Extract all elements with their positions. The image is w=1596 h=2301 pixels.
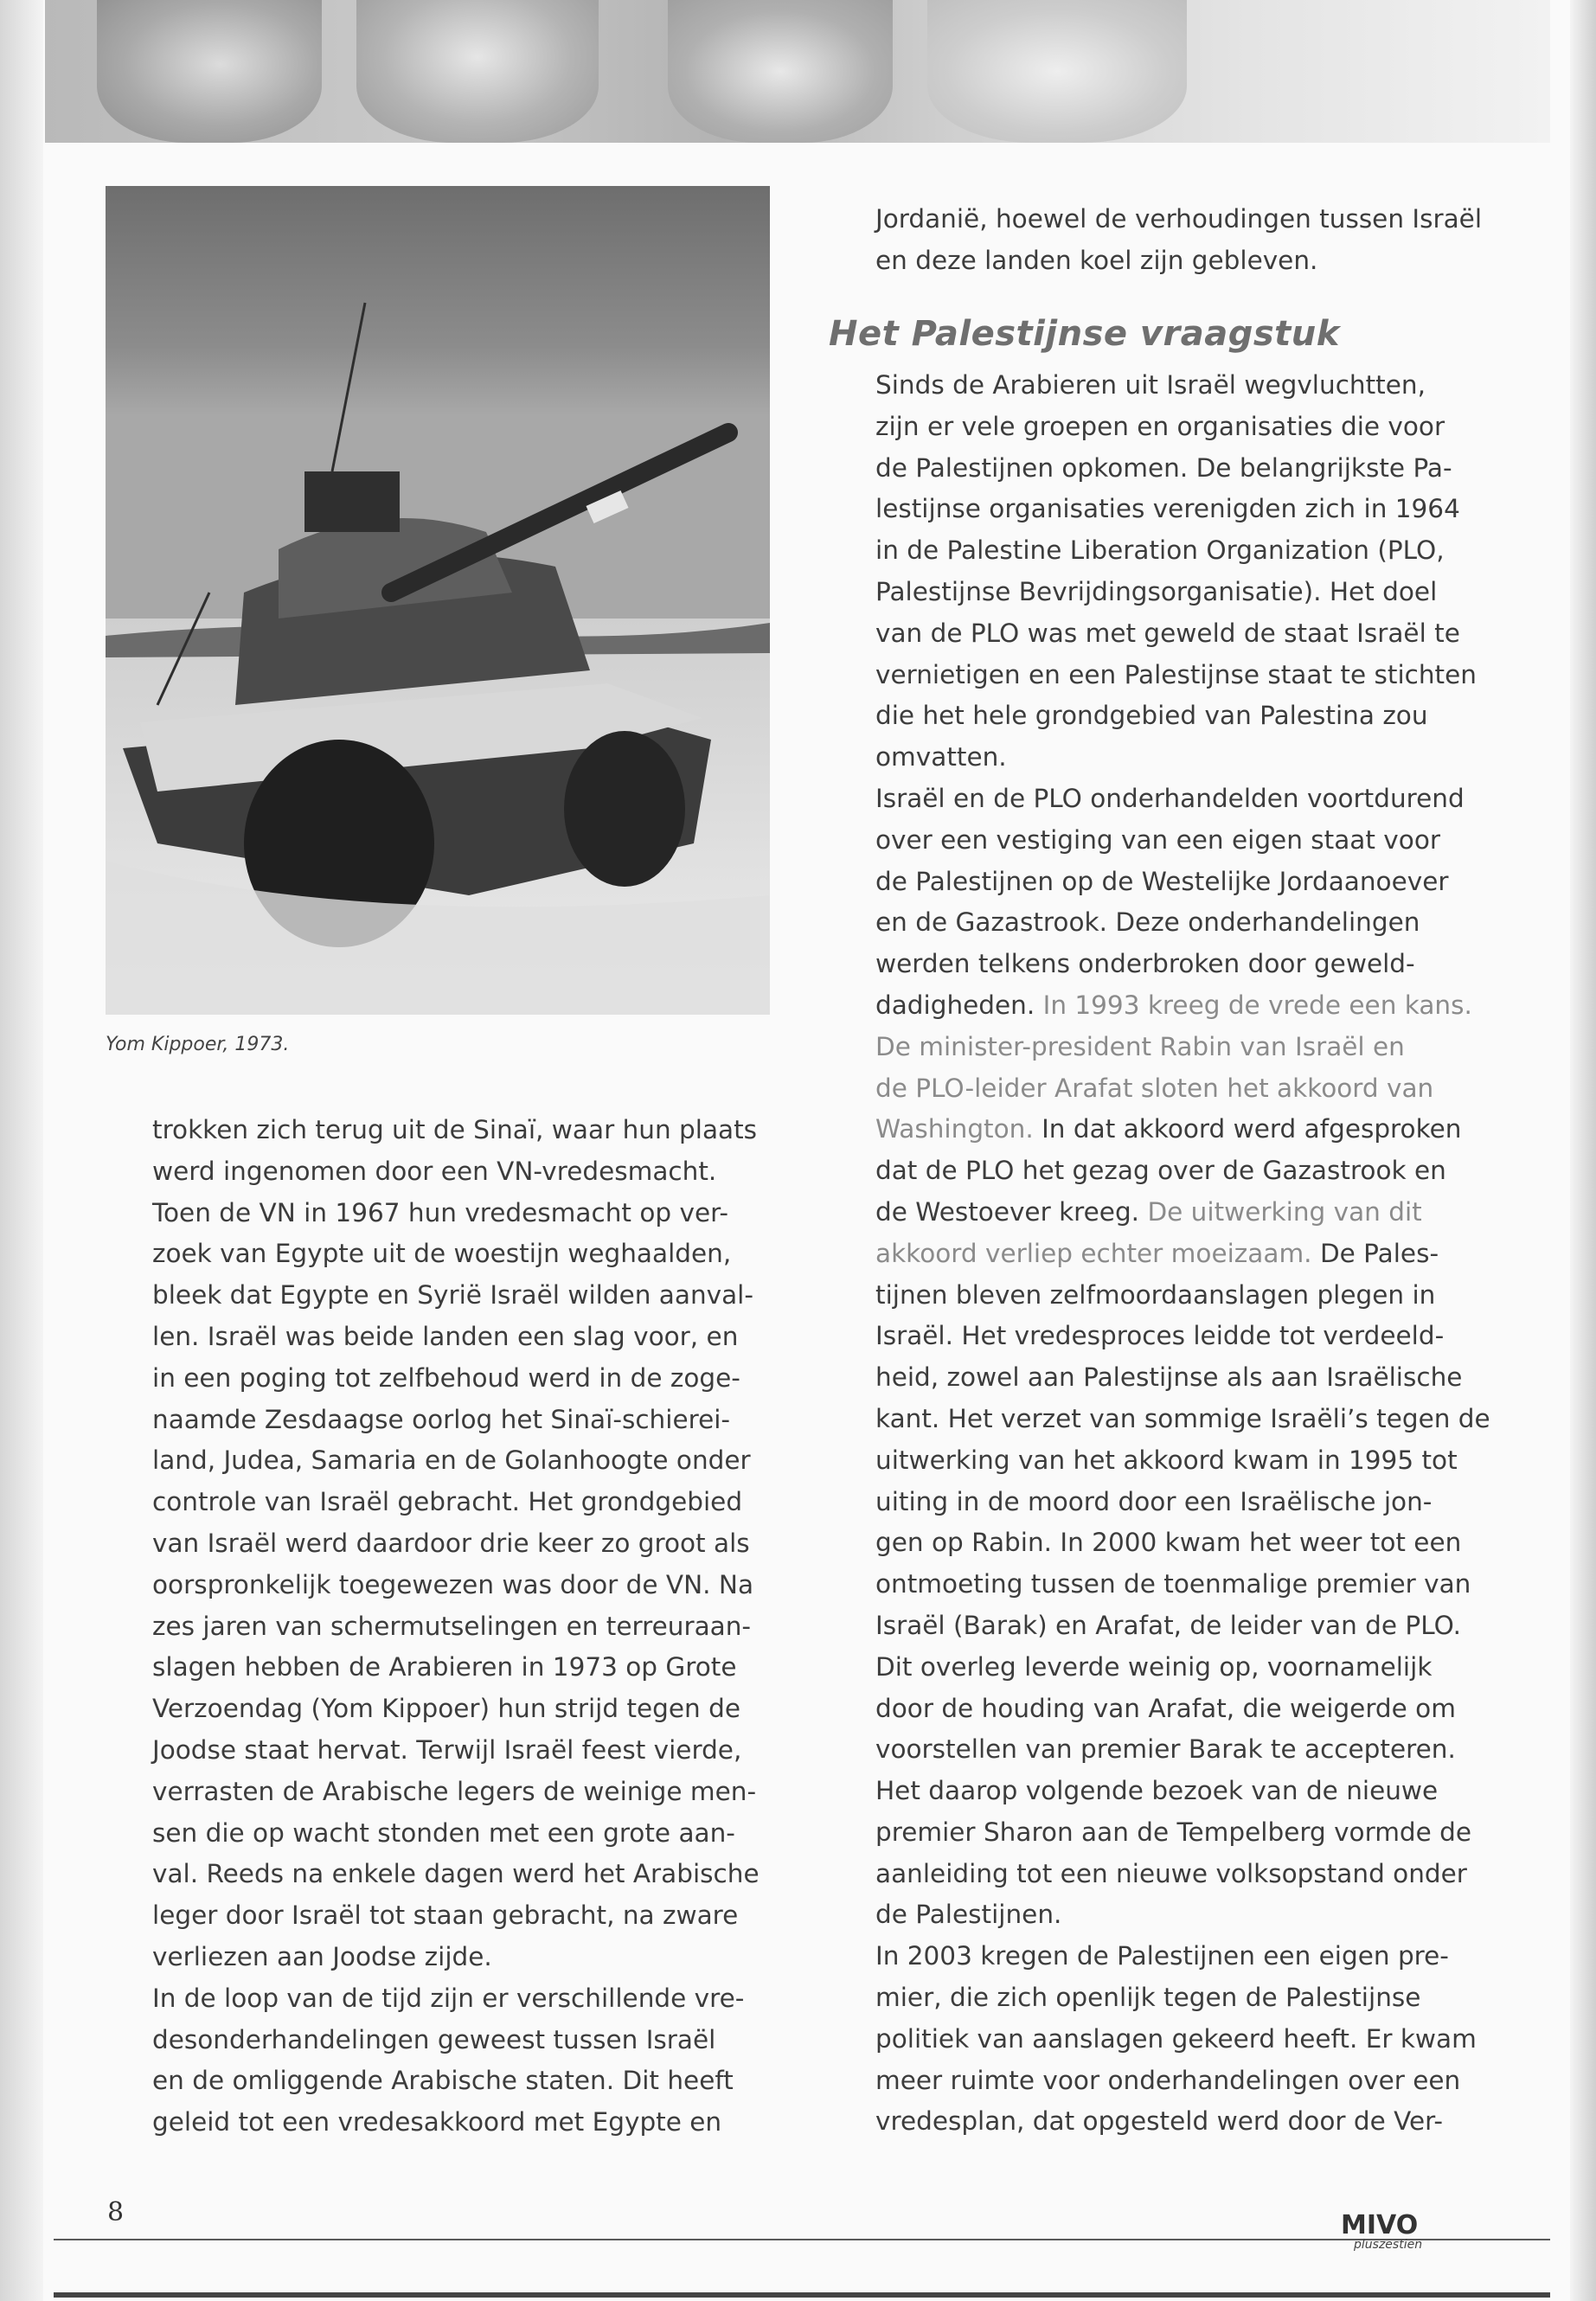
text-line: trokken zich terug uit de Sinaï, waar hun plaats — [152, 1115, 758, 1144]
text-line: slagen hebben de Arabieren in 1973 op Grote — [152, 1652, 737, 1682]
text-segment: premier Sharon aan de Tempelberg vormde de — [875, 1817, 1472, 1847]
text-line: sen die op wacht stonden met een grote aan- — [152, 1817, 735, 1848]
text-line — [875, 1812, 1533, 1854]
text-line: len. Israël was beide landen een slag voor, en — [152, 1321, 739, 1351]
text-segment: werden telkens onderbroken door geweld- — [875, 949, 1415, 979]
text-line — [875, 944, 1533, 985]
text-line: leger door Israël tot staan gebracht, na zware — [152, 1900, 739, 1931]
text-line — [875, 985, 1533, 1027]
text-segment: De Pales- — [1311, 1238, 1439, 1268]
text-segment: de Palestijnen opkomen. De belangrijkste Pa- — [875, 452, 1452, 483]
text-line — [875, 1977, 1533, 2019]
text-line: desonderhandelingen geweest tussen Israël — [152, 2024, 716, 2054]
text-segment: uitwerking van het akkoord kwam in 1995 tot — [875, 1445, 1458, 1475]
text-segment: lestijnse organisaties verenigden zich in 1964 — [875, 494, 1460, 524]
highlighted-text: Washington. — [875, 1114, 1034, 1144]
page-edge-left — [0, 0, 43, 2301]
text-line — [875, 1564, 1533, 1606]
text-line: bleek dat Egypte en Syrië Israël wilden aanval- — [152, 1280, 754, 1311]
highlighted-text: In 1993 kreeg de vrede een kans. — [1042, 990, 1472, 1020]
text-line — [875, 1936, 1533, 1977]
text-line — [875, 365, 1533, 407]
text-segment: de Palestijnen op de Westelijke Jordaanoever — [875, 866, 1449, 896]
text-line — [875, 572, 1533, 613]
text-segment: door de houding van Arafat, die weigerde om — [875, 1693, 1456, 1723]
text-segment: vredesplan, dat opgesteld werd door de Ver- — [875, 2106, 1444, 2137]
text-segment: Dit overleg leverde weinig op, voornamelijk — [875, 1651, 1433, 1682]
text-line — [875, 407, 1533, 448]
text-line — [875, 1027, 1533, 1068]
text-line — [875, 655, 1533, 696]
brand-subtitle: pluszestien — [1354, 2238, 1423, 2252]
text-line: Verzoendag (Yom Kippoer) hun strijd tegen de — [152, 1694, 740, 1724]
photo-caption: Yom Kippoer, 1973. — [106, 1034, 290, 1055]
text-segment: Palestijnse Bevrijdingsorganisatie). Het doel — [875, 576, 1438, 606]
text-segment: vernietigen en een Palestijnse staat te stichten — [875, 659, 1477, 689]
page-number: 8 — [107, 2197, 125, 2227]
text-line — [875, 530, 1533, 572]
text-line — [875, 737, 1533, 779]
text-segment: mier, die zich openlijk tegen de Palestijnse — [875, 1983, 1421, 2013]
text-line — [875, 613, 1533, 655]
text-line: zes jaren van schermutselingen en terreuraan- — [152, 1611, 752, 1641]
text-line — [875, 1440, 1533, 1482]
text-segment: in de Palestine Liberation Organization (PLO, — [875, 535, 1445, 566]
page-edge-right — [1570, 0, 1596, 2301]
text-segment: politiek van aanslagen gekeerd heeft. Er kwam — [875, 2023, 1477, 2054]
text-segment: dat de PLO het gezag over de Gazastrook en — [875, 1156, 1446, 1186]
text-line: en deze landen koel zijn gebleven. — [875, 245, 1318, 275]
text-line — [875, 1647, 1533, 1689]
text-line: val. Reeds na enkele dagen werd het Arabische — [152, 1859, 760, 1889]
tank-photo — [106, 186, 770, 1015]
text-line — [875, 448, 1533, 490]
text-line: In de loop van de tijd zijn er verschillende vre- — [152, 1983, 745, 2013]
text-line — [875, 1357, 1533, 1399]
text-line: en de omliggende Arabische staten. Dit heeft — [152, 2066, 734, 2096]
text-segment: Israël en de PLO onderhandelden voortdurend — [875, 783, 1465, 813]
text-line — [875, 695, 1533, 737]
text-segment: kant. Het verzet van sommige Israëli’s tegen de — [875, 1403, 1490, 1433]
text-line: Jordanië, hoewel de verhoudingen tussen Israël — [875, 204, 1483, 234]
footer-rule — [54, 2239, 1550, 2240]
section-heading: Het Palestijnse vraagstuk — [829, 314, 1340, 354]
text-segment: de Westoever kreeg. — [875, 1196, 1148, 1227]
highlighted-text: akkoord verliep echter moeizaam. — [875, 1238, 1312, 1268]
text-segment: over een vestiging van een eigen staat voor — [875, 824, 1440, 855]
text-line — [875, 2101, 1533, 2143]
text-segment: heid, zowel aan Palestijnse als aan Israëlische — [875, 1362, 1463, 1393]
text-segment: de Palestijnen. — [875, 1900, 1062, 1930]
text-line: naamde Zesdaagse oorlog het Sinaï-schierei- — [152, 1404, 731, 1434]
text-segment: ontmoeting tussen de toenmalige premier van — [875, 1569, 1471, 1599]
text-line: zoek van Egypte uit de woestijn weghaalden, — [152, 1239, 732, 1269]
text-line — [875, 779, 1533, 820]
text-line — [875, 1729, 1533, 1771]
text-line — [875, 489, 1533, 530]
text-segment: uiting in de moord door een Israëlische jon- — [875, 1486, 1433, 1516]
text-line: land, Judea, Samaria en de Golanhoogte onder — [152, 1445, 751, 1476]
brand-logo: MIVO — [1341, 2210, 1419, 2240]
text-line — [875, 2061, 1533, 2102]
text-line: verliezen aan Joodse zijde. — [152, 1941, 492, 1971]
footer-bottom-rule — [54, 2292, 1550, 2298]
highlighted-text: de PLO-leider Arafat sloten het akkoord van — [875, 1073, 1434, 1103]
text-line — [875, 1150, 1533, 1192]
text-segment: voorstellen van premier Barak te accepteren. — [875, 1734, 1456, 1765]
text-segment: tijnen bleven zelfmoordaanslagen plegen in — [875, 1279, 1436, 1310]
text-line: oorspronkelijk toegewezen was door de VN. Na — [152, 1569, 754, 1599]
text-line — [875, 2019, 1533, 2061]
text-segment: Israël. Het vredesproces leidde tot verdeeld- — [875, 1321, 1445, 1351]
text-line — [875, 1275, 1533, 1317]
text-line — [875, 1606, 1533, 1647]
text-line — [875, 1854, 1533, 1895]
text-segment: omvatten. — [875, 742, 1007, 772]
text-segment: en de Gazastrook. Deze onderhandelingen — [875, 907, 1420, 938]
text-segment: meer ruimte voor onderhandelingen over een — [875, 2065, 1461, 2095]
text-segment: dadigheden. — [875, 990, 1043, 1020]
text-line: werd ingenomen door een VN-vredesmacht. — [152, 1156, 717, 1186]
text-line: in een poging tot zelfbehoud werd in de zoge- — [152, 1362, 740, 1393]
text-line — [875, 1234, 1533, 1275]
text-line — [875, 1771, 1533, 1812]
text-line — [875, 820, 1533, 862]
text-line — [875, 1399, 1533, 1440]
text-line — [875, 1894, 1533, 1936]
text-line — [875, 862, 1533, 903]
left-column-text — [152, 1110, 784, 2144]
text-segment: Israël (Barak) en Arafat, de leider van de PLO. — [875, 1610, 1462, 1640]
text-segment: In 2003 kregen de Palestijnen een eigen pre- — [875, 1941, 1449, 1971]
text-line — [875, 1689, 1533, 1730]
text-segment: In dat akkoord werd afgesproken — [1033, 1114, 1462, 1144]
text-segment: Sinds de Arabieren uit Israël wegvluchtten, — [875, 370, 1426, 400]
text-line — [875, 1068, 1533, 1110]
text-line: verrasten de Arabische legers de weinige men- — [152, 1776, 757, 1806]
text-line: Toen de VN in 1967 hun vredesmacht op ver- — [152, 1197, 728, 1227]
text-line — [875, 1482, 1533, 1523]
text-segment: zijn er vele groepen en organisaties die voor — [875, 411, 1445, 441]
text-segment: Het daarop volgende bezoek van de nieuwe — [875, 1776, 1439, 1806]
text-line: Joodse staat hervat. Terwijl Israël feest vierde, — [152, 1734, 742, 1765]
text-line — [875, 1522, 1533, 1564]
text-line — [875, 1316, 1533, 1357]
text-segment: van de PLO was met geweld de staat Israël te — [875, 618, 1460, 648]
right-column-text — [875, 365, 1533, 2143]
highlighted-text: De uitwerking van dit — [1147, 1196, 1422, 1227]
text-line — [875, 1109, 1533, 1150]
right-column-intro — [875, 199, 1533, 282]
text-line — [875, 902, 1533, 944]
text-line: geleid tot een vredesakkoord met Egypte en — [152, 2107, 722, 2138]
highlighted-text: De minister-president Rabin van Israël en — [875, 1031, 1405, 1061]
text-line: controle van Israël gebracht. Het grondgebied — [152, 1487, 743, 1517]
text-segment: aanleiding tot een nieuwe volksopstand onder — [875, 1858, 1467, 1888]
header-photo-banner — [45, 0, 1550, 143]
text-line — [875, 1192, 1533, 1234]
text-segment: gen op Rabin. In 2000 kwam het weer tot een — [875, 1528, 1462, 1558]
text-segment: die het hele grondgebied van Palestina zou — [875, 701, 1428, 731]
text-line: van Israël werd daardoor drie keer zo groot als — [152, 1528, 750, 1558]
